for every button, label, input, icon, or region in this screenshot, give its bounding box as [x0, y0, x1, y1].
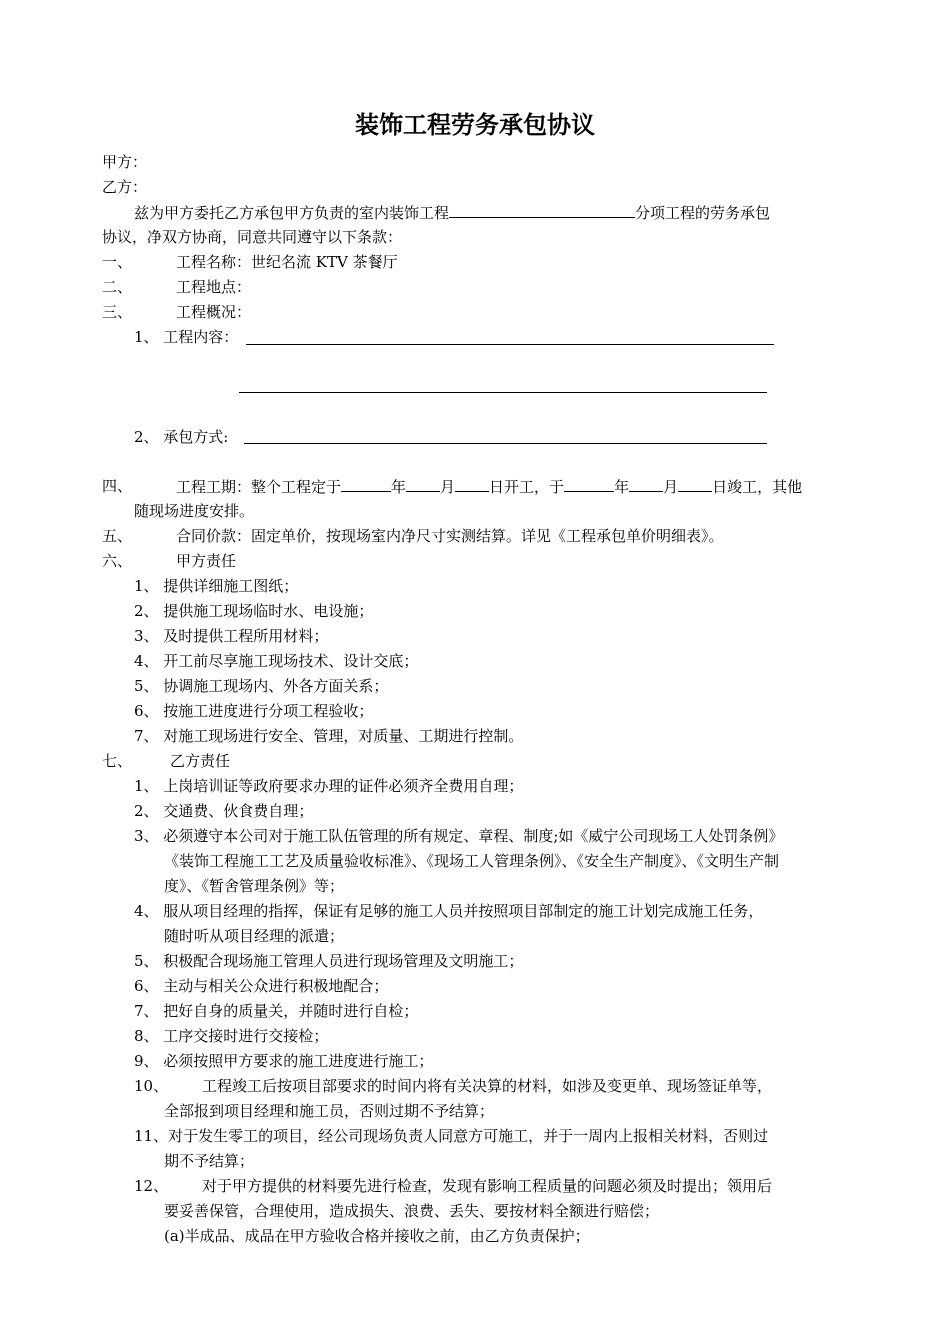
list-item-continuation: 期不予结算；	[164, 1152, 255, 1170]
month-label: 月	[663, 478, 679, 496]
sec5-text: 合同价款：固定单价，按现场室内净尺寸实测结算。详见《工程承包单价明细表》。	[176, 527, 724, 545]
list-item: 2、 提供施工现场临时水、电设施；	[134, 602, 374, 620]
sec4-num: 四、	[102, 477, 133, 495]
sec3-text: 工程概况：	[176, 303, 252, 321]
year-label: 年	[391, 478, 407, 496]
list-item: 3、 及时提供工程所用材料；	[134, 627, 329, 645]
list-item: 工程竣工后按项目部要求的时间内将有关决算的材料，如涉及变更单、现场签证单等，	[202, 1077, 773, 1095]
list-item: 6、 按施工进度进行分项工程验收；	[134, 702, 374, 720]
contract-mode-blank	[244, 443, 767, 444]
list-item: 对于甲方提供的材料要先进行检查，发现有影响工程质量的问题必须及时提出；领用后	[202, 1177, 773, 1195]
start-day-label: 日开工，于	[489, 478, 565, 496]
party-a-label: 甲方：	[102, 153, 148, 171]
work-content-blank-2	[239, 392, 767, 393]
list-item: 4、 服从项目经理的指挥，保证有足够的施工人员并按照项目部制定的施工计划完成施工任务，	[134, 902, 764, 920]
work-content-label: 1、 工程内容：	[134, 328, 239, 346]
list-item-continuation: 度》、《暂舍管理条例》等；	[164, 877, 345, 895]
list-item: 8、 工序交接时进行交接检；	[134, 1027, 329, 1045]
sub-item: (a)半成品、成品在甲方验收合格并接收之前，由乙方负责保护；	[164, 1227, 590, 1245]
intro-text-b: 分项工程的劳务承包	[635, 204, 771, 222]
sec2-text: 工程地点：	[176, 278, 252, 296]
list-item: 5、 积极配合现场施工管理人员进行现场管理及文明施工；	[134, 952, 524, 970]
list-item: 3、 必须遵守本公司对于施工队伍管理的所有规定、章程、制度;如《威宁公司现场工人处罚条例》	[134, 827, 784, 845]
intro-continuation: 协议，净双方协商，同意共同遵守以下条款：	[102, 228, 403, 246]
sec7-num: 七、	[102, 752, 133, 770]
list-item: 6、 主动与相关公众进行积极地配合；	[134, 977, 389, 995]
sec1-text: 工程名称：世纪名流 KTV 茶餐厅	[176, 253, 398, 271]
list-item: 7、 把好自身的质量关，并随时进行自检；	[134, 1002, 419, 1020]
list-item: 2、 交通费、伙食费自理；	[134, 802, 314, 820]
intro-line	[134, 202, 770, 223]
list-item: 4、 开工前尽享施工现场技术、设计交底；	[134, 652, 419, 670]
list-item-continuation: 《装饰工程施工工艺及质量验收标准》、《现场工人管理条例》、《安全生产制度》、《文明生产制	[164, 852, 780, 870]
end-month-blank	[629, 476, 663, 492]
sec6-text: 甲方责任	[176, 552, 237, 570]
sec5-num: 五、	[102, 527, 133, 545]
end-day-label: 日竣工，其他	[712, 478, 803, 496]
year-label: 年	[614, 478, 630, 496]
month-label: 月	[440, 478, 456, 496]
list-item: 9、 必须按照甲方要求的施工进度进行施工；	[134, 1052, 434, 1070]
list-item-number: 10、	[134, 1077, 169, 1095]
work-content-blank	[246, 344, 774, 345]
list-item-continuation: 全部报到项目经理和施工员，否则过期不予结算；	[164, 1102, 495, 1120]
list-item: 1、 提供详细施工图纸；	[134, 577, 299, 595]
end-year-blank	[564, 476, 614, 492]
contract-mode-label: 2、 承包方式:	[134, 428, 229, 446]
sec6-num: 六、	[102, 552, 133, 570]
list-item: 1、 上岗培训证等政府要求办理的证件必须齐全费用自理；	[134, 777, 524, 795]
list-item-number: 12、	[134, 1177, 169, 1195]
start-day-blank	[455, 476, 489, 492]
list-item: 11、对于发生零工的项目，经公司现场负责人同意方可施工，并于一周内上报相关材料，否则过	[134, 1127, 769, 1145]
start-month-blank	[406, 476, 440, 492]
intro-text-a: 兹为甲方委托乙方承包甲方负责的室内装饰工程	[134, 204, 450, 222]
page-title: 装饰工程劳务承包协议	[355, 111, 595, 139]
sec1-num: 一、	[102, 253, 133, 271]
sec4-text: 工程工期：整个工程定于	[176, 478, 342, 496]
sec4-continuation: 随现场进度安排。	[134, 502, 255, 520]
end-day-blank	[678, 476, 712, 492]
list-item: 7、 对施工现场进行安全、管理，对质量、工期进行控制。	[134, 727, 524, 745]
list-item: 5、 协调施工现场内、外各方面关系；	[134, 677, 389, 695]
list-item-continuation: 随时听从项目经理的派遣；	[164, 927, 345, 945]
sec4-line	[176, 476, 802, 497]
start-year-blank	[341, 476, 391, 492]
project-blank	[449, 202, 635, 218]
sec7-text: 乙方责任	[170, 752, 231, 770]
party-b-label: 乙方：	[102, 178, 148, 196]
sec3-num: 三、	[102, 303, 133, 321]
sec2-num: 二、	[102, 278, 133, 296]
list-item-continuation: 要妥善保管，合理使用，造成损失、浪费、丢失、要按材料全额进行赔偿；	[164, 1202, 660, 1220]
